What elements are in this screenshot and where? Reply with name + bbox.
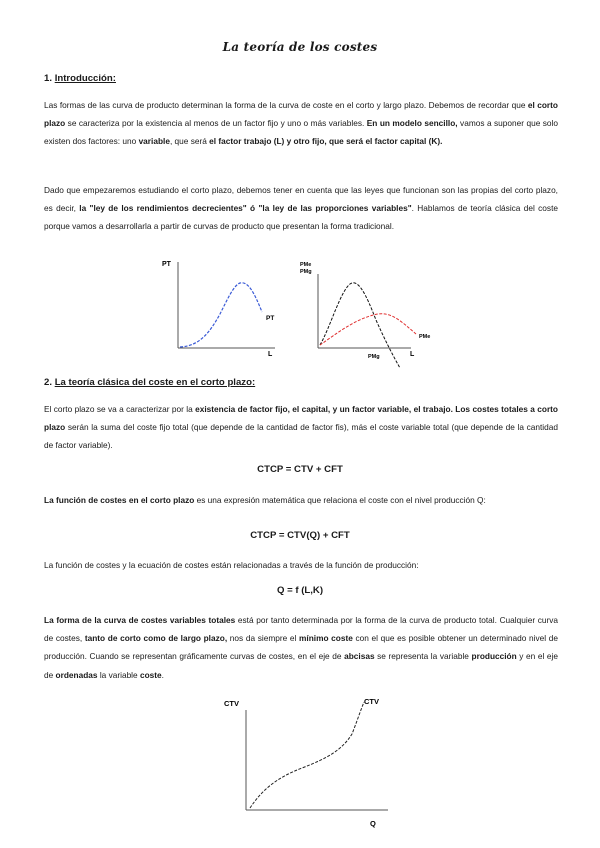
text-run: se caracteriza por la existencia al menos de un factor fijo y uno o más variables. (65, 118, 367, 129)
ctv-y-label: CTV (224, 699, 239, 708)
text-run: Dado que empezaremos estudiando el corto plazo, debemos tener en cuenta que las leyes que funcionan son las propias del corto plazo, es decir, (44, 185, 558, 214)
bold-run: tanto de corto como de largo plazo, (84, 633, 228, 644)
section-2-paragraph-1 (44, 400, 558, 455)
page-title: La teoría de los costes (222, 40, 378, 54)
bold-run: mínimo coste (299, 633, 353, 644)
bold-run: el factor trabajo (L) y otro fijo, que será el factor capital (K). (209, 136, 443, 147)
pme-pmg-graph (296, 254, 446, 374)
text-run: vamos a suponer que solo existen dos factores: uno (44, 118, 559, 147)
pt-x-label: L (268, 351, 273, 358)
text-run: se representa la variable (374, 651, 472, 662)
pme-y-label: PMe (300, 262, 312, 268)
text-run: la variable (97, 669, 140, 680)
pt-graph (150, 252, 290, 362)
pme-x-label: L (410, 351, 415, 358)
text-run: es una expresión matemática que relaciona el coste con el nivel producción Q: (194, 495, 486, 505)
text-run: serán la suma del coste fijo total (que depende de la cantidad de factor fis), más el coste variable total (que depende de la cantidad de factor variable). (44, 422, 558, 451)
equation-production: Q = f (L,K) (276, 585, 324, 596)
pmg-curve (320, 283, 400, 368)
section-1-heading (44, 73, 116, 84)
ctv-x-label: Q (370, 819, 376, 828)
ctv-curve (250, 702, 364, 808)
text-run: con el que es posible obtener un determinado nivel de producción. Cuando se representan gráficamente curvas de costes, en el eje de (44, 633, 558, 662)
bold-run: producción (471, 651, 517, 662)
bold-run: La función de costes en el corto plazo (44, 495, 195, 505)
pmg-curve-label: PMg (368, 354, 380, 360)
pt-curve (180, 283, 262, 347)
section-2-paragraph-4 (44, 611, 558, 684)
bold-run: variable (138, 136, 170, 147)
pme-curve-label: PMe (419, 334, 431, 340)
text-run: está por tanto determinada por la forma de la curva de producto total. Cualquier curva de costes, (44, 615, 559, 644)
bold-run: En un modelo sencillo, (366, 118, 458, 129)
text-run: . Hablamos de teoría clásica del coste porque vamos a desarrollarla a partir de curvas de producto que presentan la forma tradicional. (44, 203, 558, 232)
section-1-paragraph-2 (44, 181, 558, 236)
section-2-number: 2. (44, 377, 53, 388)
pme-curve (320, 314, 416, 345)
text-run: nos da siempre el (227, 633, 300, 644)
text-run: El corto plazo se va a caracterizar por la (44, 404, 196, 414)
pt-curve-label: PT (266, 315, 275, 322)
pt-y-label: PT (162, 261, 171, 268)
section-1-number: 1. (44, 73, 53, 84)
text-run: , que será (169, 136, 210, 147)
text-run: y en el eje de (44, 651, 558, 680)
section-1-paragraph-1 (44, 96, 558, 151)
bold-run: ordenadas (55, 669, 98, 680)
bold-run: Los costes totales a corto plazo (44, 404, 558, 433)
text-run: Las formas de las curva de producto determinan la forma de la curva de coste en el corto y largo plazo. Debemos de recordar que (44, 100, 528, 110)
ctv-graph (222, 694, 402, 830)
pmg-y-label: PMg (300, 269, 312, 275)
text-run: . (161, 669, 164, 680)
bold-run: coste (139, 669, 162, 680)
section-2-heading (44, 377, 255, 388)
bold-run: existencia de factor fijo, el capital, y un factor variable, el trabajo. (195, 404, 453, 414)
bold-run: la "ley de los rendimientos decrecientes" ó "la ley de las proporciones variables" (79, 203, 412, 214)
section-1-title: Introducción: (54, 73, 116, 84)
bold-run: La forma de la curva de costes variables totales (44, 615, 236, 625)
ctv-curve-label: CTV (364, 697, 379, 706)
section-2-paragraph-3: La función de costes y la ecuación de costes están relacionadas a través de la función de producción: (44, 560, 419, 570)
section-2-paragraph-2 (44, 491, 558, 509)
section-2-title: La teoría clásica del coste en el corto plazo: (54, 377, 256, 388)
bold-run: el corto plazo (44, 100, 558, 129)
bold-run: abcisas (344, 651, 375, 662)
equation-ctcp: CTCP = CTV + CFT (257, 464, 343, 475)
equation-ctcp-q: CTCP = CTV(Q) + CFT (250, 530, 350, 541)
